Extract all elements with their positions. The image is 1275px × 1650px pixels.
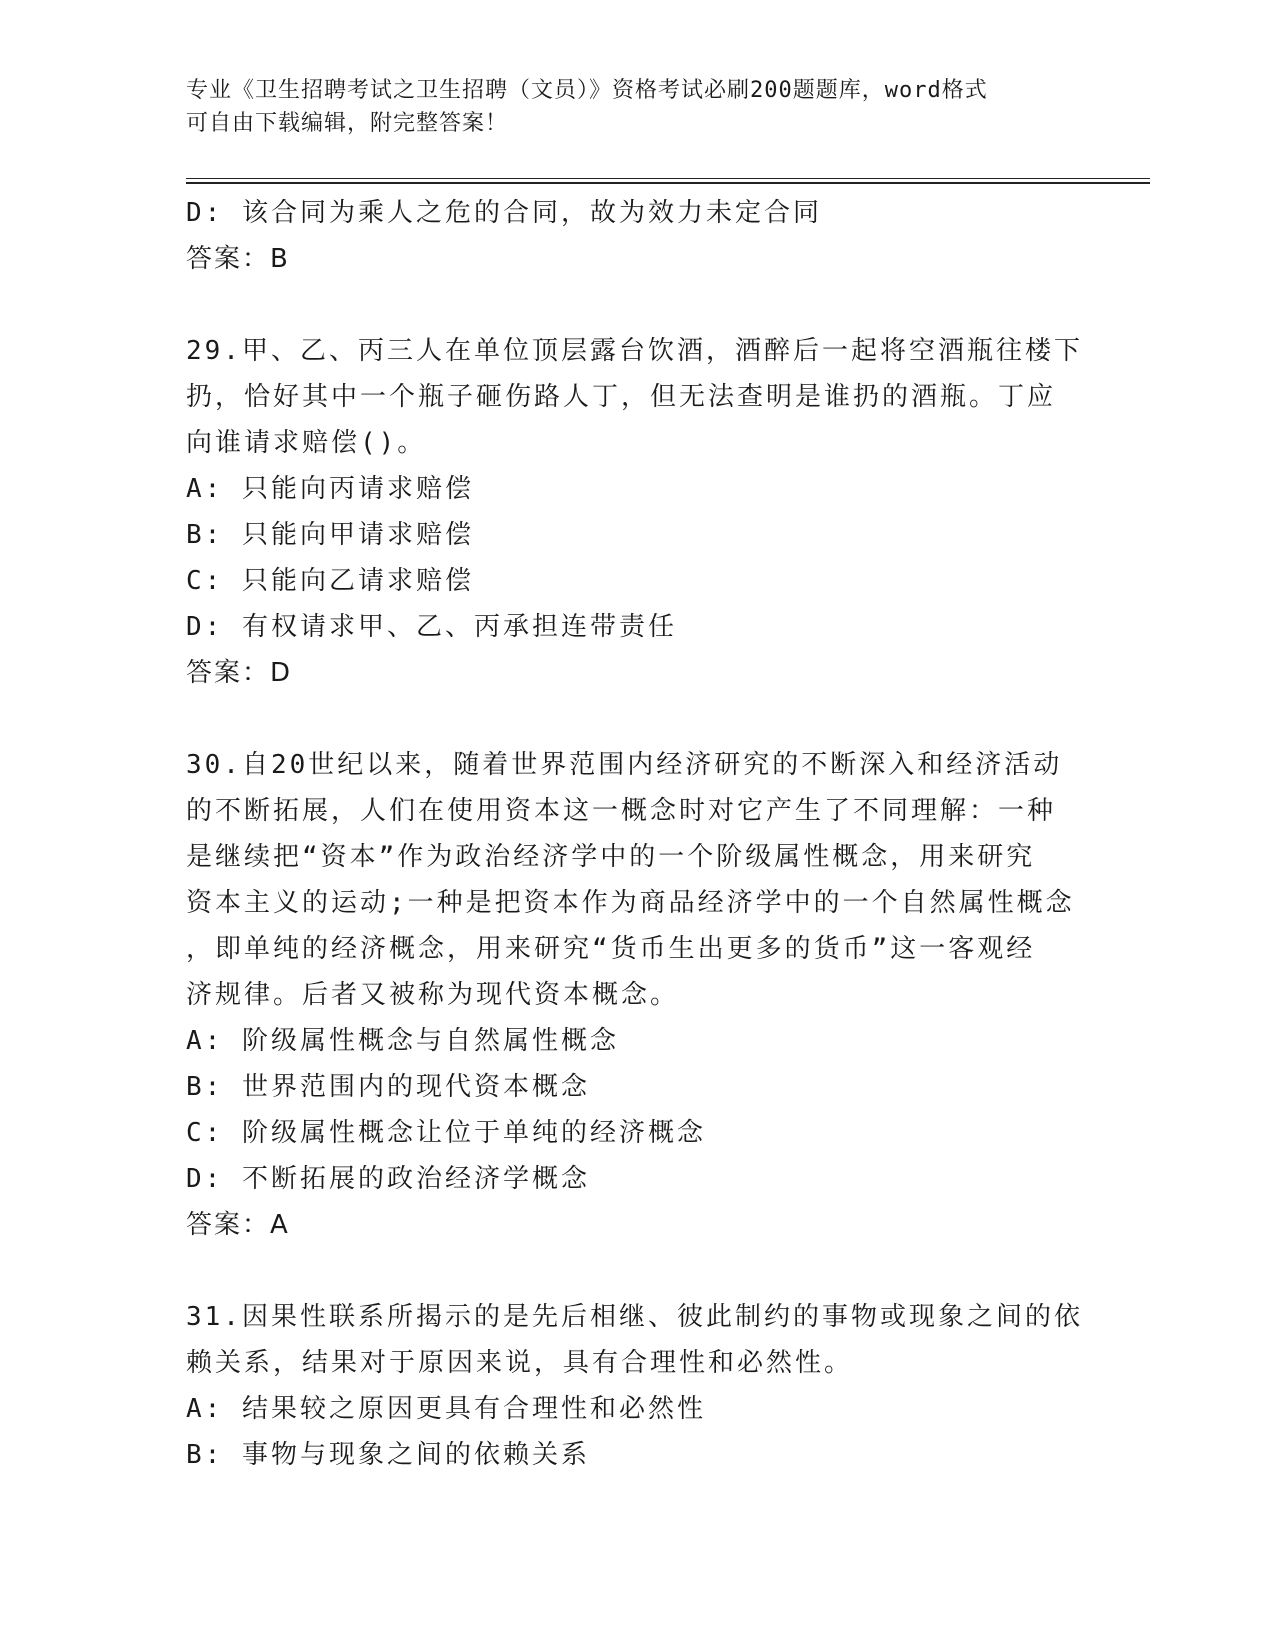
q29-answer: 答案：D: [186, 658, 293, 688]
q30-stem-line-6: 济规律。后者又被称为现代资本概念。: [186, 980, 680, 1010]
header-title-line-1: 专业《卫生招聘考试之卫生招聘（文员）》资格考试必刷200题题库，word格式: [186, 78, 988, 103]
question-31: [186, 1294, 1086, 1478]
q29-stem-line-2: 扔，恰好其中一个瓶子砸伤路人丁，但无法查明是谁扔的酒瓶。丁应: [186, 382, 1057, 412]
q30-option-a: A: 阶级属性概念与自然属性概念: [186, 1026, 619, 1056]
q29-option-d: D: 有权请求甲、乙、丙承担连带责任: [186, 612, 677, 642]
q30-option-c: C: 阶级属性概念让位于单纯的经济概念: [186, 1118, 706, 1148]
q30-stem-line-3: 是继续把“资本”作为政治经济学中的一个阶级属性概念，用来研究: [186, 842, 1036, 872]
question-content: [186, 190, 1086, 1478]
q29-stem-line-3: 向谁请求赔偿()。: [186, 428, 427, 458]
spacer: [186, 282, 1086, 328]
header-title-line-2: 可自由下载编辑，附完整答案！: [186, 111, 509, 136]
question-30: [186, 742, 1086, 1248]
q29-option-a: A: 只能向丙请求赔偿: [186, 474, 474, 504]
question-29: [186, 328, 1086, 696]
q31-option-a: A: 结果较之原因更具有合理性和必然性: [186, 1394, 706, 1424]
q29-option-c: C: 只能向乙请求赔偿: [186, 566, 474, 596]
q30-stem-line-2: 的不断拓展，人们在使用资本这一概念时对它产生了不同理解：一种: [186, 796, 1057, 826]
spacer: [186, 1248, 1086, 1294]
header-divider-thin: [186, 178, 1150, 179]
q31-option-b: B: 事物与现象之间的依赖关系: [186, 1440, 590, 1470]
q29-option-b: B: 只能向甲请求赔偿: [186, 520, 474, 550]
q30-stem-line-5: ，即单纯的经济概念，用来研究“货币生出更多的货币”这一客观经: [186, 934, 1036, 964]
spacer: [186, 696, 1086, 742]
q31-stem-line-1: 31.因果性联系所揭示的是先后相继、彼此制约的事物或现象之间的依: [186, 1302, 1083, 1332]
q30-stem-line-4: 资本主义的运动;一种是把资本作为商品经济学中的一个自然属性概念: [186, 888, 1075, 918]
q31-stem-line-2: 赖关系，结果对于原因来说，具有合理性和必然性。: [186, 1348, 854, 1378]
q30-answer: 答案：A: [186, 1210, 290, 1240]
q30-option-d: D: 不断拓展的政治经济学概念: [186, 1164, 590, 1194]
q30-stem-line-1: 30.自20世纪以来，随着世界范围内经济研究的不断深入和经济活动: [186, 750, 1063, 780]
document-header: [186, 74, 1086, 140]
q29-stem-line-1: 29.甲、乙、丙三人在单位顶层露台饮酒，酒醉后一起将空酒瓶往楼下: [186, 336, 1083, 366]
q30-option-b: B: 世界范围内的现代资本概念: [186, 1072, 590, 1102]
header-divider-thick: [186, 182, 1150, 184]
q28-option-d: D: 该合同为乘人之危的合同，故为效力未定合同: [186, 198, 822, 228]
q28-answer: 答案：B: [186, 244, 290, 274]
